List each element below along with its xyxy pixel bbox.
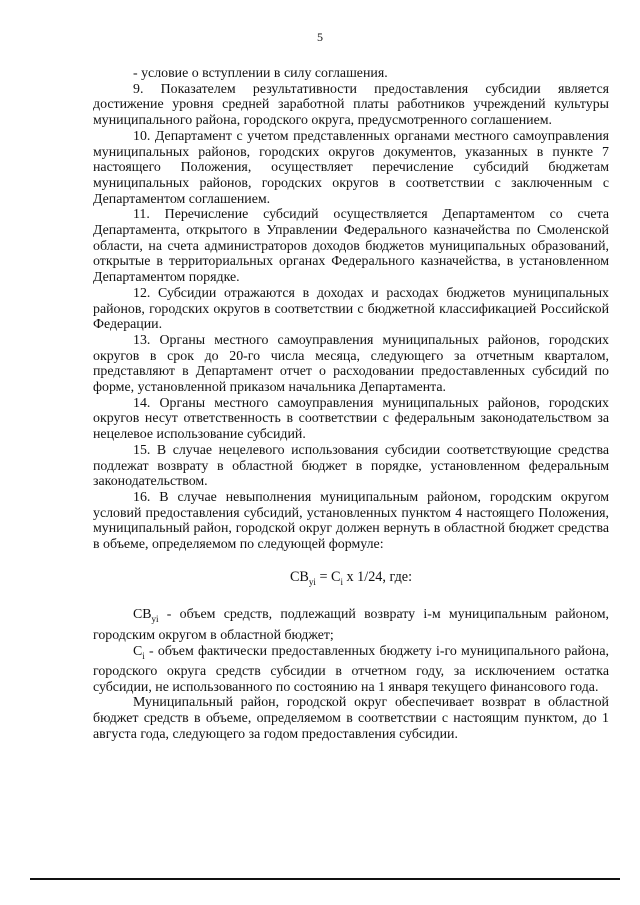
definition-sv-subscript: yi bbox=[151, 614, 159, 625]
footer-divider bbox=[30, 878, 620, 880]
definition-sv-term: СВ bbox=[133, 607, 152, 623]
formula-c-subscript: i bbox=[340, 576, 343, 587]
definition-sv bbox=[93, 607, 609, 643]
definition-sv-text: - объем средств, подлежащий возврату i-м муниципальным районом, городским округом в областной бюджет; bbox=[93, 607, 609, 643]
formula-equals-c: = C bbox=[315, 568, 341, 585]
definition-ci-term: C bbox=[133, 643, 143, 659]
paragraph-final: Муниципальный район, городской округ обеспечивает возврат в областной бюджет средств в объеме, определяемом в соответствии с настоящим пунктом, до 1 августа года, следующего за годом предоставления субсидии. bbox=[93, 695, 609, 742]
paragraph-13: 13. Органы местного самоуправления муниципальных районов, городских округов в срок до 20-го числа месяца, следующего за отчетным кварталом, представляют в Департамент отчет о расходовании предоставленных субсидий по форме, установленной приказом начальника Департамента. bbox=[93, 332, 609, 396]
paragraph-15: 15. В случае нецелевого использования субсидии соответствующие средства подлежат возврату в областной бюджет в порядке, установленном федеральным законодательством. bbox=[93, 442, 609, 490]
paragraph-condition: - условие о вступлении в силу соглашения. bbox=[133, 66, 388, 81]
definition-ci-text: - объем фактически предоставленных бюджету i-го муниципального района, городского округа средств субсидии в отчетном году, за исключением остатка субсидии, не использованного по состоянию на 1 января текущего финансового года. bbox=[93, 643, 609, 695]
formula-sv-subscript: yi bbox=[308, 576, 316, 587]
page-number: 5 bbox=[317, 30, 323, 44]
paragraph-14: 14. Органы местного самоуправления муниципальных районов, городских округов несут ответственность в соответствии с федеральным законодательством за нецелевое использование субсидий. bbox=[93, 395, 609, 443]
paragraph-9: 9. Показателем результативности предоставления субсидии является достижение уровня средней заработной платы работников учреждений культуры муниципального района, городского округа, предусмотренного соглашением. bbox=[93, 81, 609, 129]
formula-sv: СВ bbox=[289, 568, 309, 585]
definition-ci-subscript: i bbox=[142, 650, 145, 661]
paragraph-11: 11. Перечисление субсидий осуществляется Департаментом со счета Департамента, открытого в Управлении Федерального казначейства по Смоленской области, на счета администраторов доходов бюджетов муниципальных образований, открытые в территориальных органах Федерального казначейства, в установленном Департаментом порядке. bbox=[93, 207, 609, 286]
paragraph-12: 12. Субсидии отражаются в доходах и расходах бюджетов муниципальных районов, городских округов в соответствии с бюджетной классификацией Российской Федерации. bbox=[93, 285, 609, 333]
definition-ci bbox=[93, 644, 609, 696]
document-body bbox=[93, 66, 609, 743]
paragraph-16: 16. В случае невыполнения муниципальным районом, городским округом условий предоставления субсидий, установленных пунктом 4 настоящего Положения, муниципальный район, городской округ должен вернуть в областной бюджет средства в объеме, определяемом по следующей формуле: bbox=[93, 489, 609, 553]
formula-rhs: x 1/24, где: bbox=[342, 568, 413, 585]
paragraph-10: 10. Департамент с учетом представленных органами местного самоуправления муниципальных районов, городских округов документов, указанных в пункте 7 настоящего Положения, осуществляет перечисление субсидий бюджетам муниципальных районов, городских округов в соответствии с заключенным с Департаментом соглашением. bbox=[93, 128, 609, 207]
formula bbox=[93, 570, 609, 591]
